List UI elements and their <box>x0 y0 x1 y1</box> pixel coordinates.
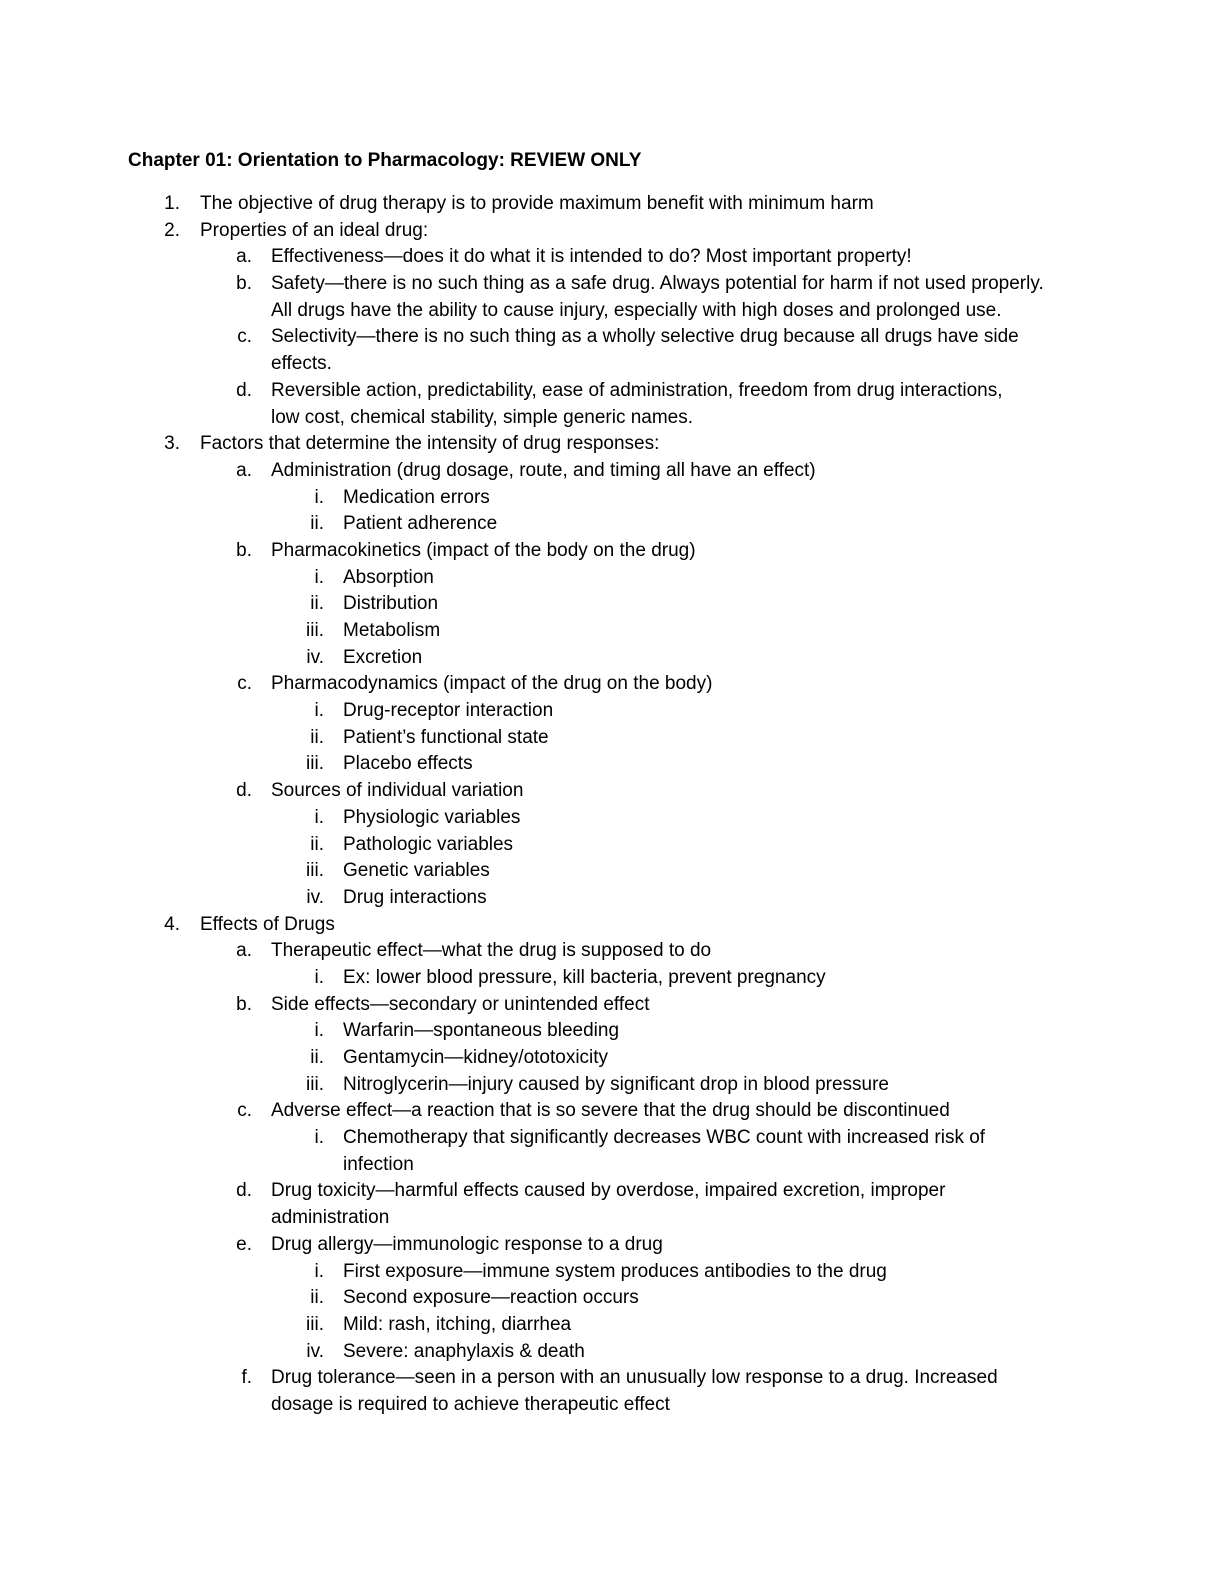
list-item-text: Properties of an ideal drug: <box>200 219 429 241</box>
list-marker: ii. <box>310 593 324 615</box>
list-item <box>0 1125 1224 1152</box>
list-item-continuation <box>0 1152 1224 1179</box>
list-item <box>0 511 1224 538</box>
list-item-text: dosage is required to achieve therapeutic effect <box>271 1393 670 1415</box>
list-item <box>0 778 1224 805</box>
list-item-text: administration <box>271 1207 390 1229</box>
list-item <box>0 538 1224 565</box>
list-marker: a. <box>236 459 252 481</box>
list-item <box>0 1339 1224 1366</box>
list-marker: i. <box>314 486 324 508</box>
list-marker: iii. <box>306 1073 324 1095</box>
list-item <box>0 992 1224 1019</box>
list-item <box>0 912 1224 939</box>
list-marker: c. <box>237 326 252 348</box>
list-item-text: Patient adherence <box>343 513 498 535</box>
list-item <box>0 1285 1224 1312</box>
list-marker: b. <box>236 539 252 561</box>
list-marker: i. <box>314 700 324 722</box>
list-item-text: Administration (drug dosage, route, and timing all have an effect) <box>271 459 816 481</box>
list-marker: b. <box>236 273 252 295</box>
list-marker: i. <box>314 566 324 588</box>
list-item-text: Sources of individual variation <box>271 780 524 802</box>
list-item <box>0 218 1224 245</box>
list-item-text: Adverse effect—a reaction that is so severe that the drug should be discontinued <box>271 1100 950 1122</box>
list-marker: 3. <box>164 433 180 455</box>
list-item-text: First exposure—immune system produces antibodies to the drug <box>343 1260 887 1282</box>
list-marker: d. <box>236 1180 252 1202</box>
outline-list <box>0 191 1224 1419</box>
list-item-text: Factors that determine the intensity of drug responses: <box>200 433 660 455</box>
list-item <box>0 1045 1224 1072</box>
list-item-text: Therapeutic effect—what the drug is supposed to do <box>271 940 712 962</box>
list-item <box>0 671 1224 698</box>
list-item-text: Chemotherapy that significantly decreases WBC count with increased risk of <box>343 1127 986 1149</box>
list-item <box>0 1178 1224 1205</box>
list-item-continuation <box>0 351 1224 378</box>
list-item-text: The objective of drug therapy is to provide maximum benefit with minimum harm <box>200 193 874 214</box>
list-marker: i. <box>314 966 324 988</box>
list-item-text: Nitroglycerin—injury caused by significant drop in blood pressure <box>343 1073 889 1095</box>
list-item-text: Metabolism <box>343 620 441 641</box>
list-item <box>0 1312 1224 1339</box>
list-marker: iv. <box>306 646 324 668</box>
list-marker: 2. <box>164 219 180 241</box>
list-item <box>0 1018 1224 1045</box>
list-item <box>0 805 1224 832</box>
list-item <box>0 1259 1224 1286</box>
list-item-text: Severe: anaphylaxis & death <box>343 1340 585 1362</box>
list-item <box>0 244 1224 271</box>
list-marker: c. <box>237 1100 252 1122</box>
list-item-text: Pharmacokinetics (impact of the body on the drug) <box>271 539 696 561</box>
list-item-text: Genetic variables <box>343 860 490 882</box>
list-marker: iv. <box>306 1340 324 1362</box>
list-item-text: Mild: rash, itching, diarrhea <box>343 1313 572 1335</box>
list-item-text: Excretion <box>343 646 423 668</box>
list-marker: i. <box>314 1260 324 1282</box>
list-item-text: Absorption <box>343 566 434 588</box>
list-item-text: Reversible action, predictability, ease of administration, freedom from drug interactions, <box>271 379 1003 401</box>
list-item-text: Placebo effects <box>343 753 473 775</box>
list-marker: iii. <box>306 1313 324 1335</box>
list-item <box>0 725 1224 752</box>
list-item <box>0 1232 1224 1259</box>
list-item <box>0 645 1224 672</box>
list-marker: iv. <box>306 886 324 908</box>
list-item-text: All drugs have the ability to cause injury, especially with high doses and prolonged use. <box>271 299 1002 321</box>
list-item <box>0 751 1224 778</box>
list-item-text: Physiologic variables <box>343 806 521 828</box>
list-item-text: Ex: lower blood pressure, kill bacteria, prevent pregnancy <box>343 966 826 988</box>
list-item-text: low cost, chemical stability, simple generic names. <box>271 406 694 428</box>
list-marker: i. <box>314 1020 324 1042</box>
list-item-continuation <box>0 298 1224 325</box>
list-item-text: Drug allergy—immunologic response to a drug <box>271 1233 663 1255</box>
list-item-text: Medication errors <box>343 486 490 508</box>
list-marker: iii. <box>306 620 324 641</box>
list-item-continuation <box>0 1205 1224 1232</box>
list-item-text: Warfarin—spontaneous bleeding <box>343 1020 620 1042</box>
list-item <box>0 1072 1224 1099</box>
list-item <box>0 191 1224 218</box>
list-item-text: Selectivity—there is no such thing as a wholly selective drug because all drugs have side <box>271 326 1019 348</box>
list-marker: i. <box>314 1127 324 1149</box>
list-marker: e. <box>236 1233 252 1255</box>
list-marker: a. <box>236 940 252 962</box>
list-marker: i. <box>314 806 324 828</box>
list-item-text: Patient’s functional state <box>343 726 549 748</box>
list-marker: iii. <box>306 860 324 882</box>
list-marker: ii. <box>310 1047 324 1068</box>
list-item-text: Gentamycin—kidney/ototoxicity <box>343 1047 609 1068</box>
list-item <box>0 565 1224 592</box>
list-item-text: Distribution <box>343 593 439 615</box>
list-item-text: Safety—there is no such thing as a safe drug. Always potential for harm if not used properly. <box>271 273 1044 295</box>
list-item-text: infection <box>343 1153 414 1175</box>
list-item <box>0 858 1224 885</box>
list-marker: ii. <box>310 726 324 748</box>
document-title: Chapter 01: Orientation to Pharmacology: REVIEW ONLY <box>128 150 642 171</box>
list-item <box>0 378 1224 405</box>
list-marker: d. <box>236 780 252 802</box>
list-marker: b. <box>236 993 252 1015</box>
list-item <box>0 324 1224 351</box>
list-item-continuation <box>0 1392 1224 1419</box>
list-item-text: Effects of Drugs <box>200 913 335 935</box>
list-item <box>0 458 1224 485</box>
list-marker: ii. <box>310 833 324 855</box>
list-item <box>0 431 1224 458</box>
list-marker: ii. <box>310 513 324 535</box>
list-item <box>0 965 1224 992</box>
list-item-text: Side effects—secondary or unintended effect <box>271 993 650 1015</box>
list-item <box>0 591 1224 618</box>
list-item-text: Pathologic variables <box>343 833 514 855</box>
list-item-text: Second exposure—reaction occurs <box>343 1287 639 1309</box>
list-marker: d. <box>236 379 252 401</box>
list-item <box>0 938 1224 965</box>
list-item-text: Drug toxicity—harmful effects caused by overdose, impaired excretion, improper <box>271 1180 946 1202</box>
list-item <box>0 618 1224 645</box>
list-marker: 1. <box>164 193 180 214</box>
list-item <box>0 885 1224 912</box>
list-item-text: Drug interactions <box>343 886 487 908</box>
list-item <box>0 1098 1224 1125</box>
list-item-text: Drug-receptor interaction <box>343 700 554 722</box>
list-item <box>0 698 1224 725</box>
list-marker: 4. <box>164 913 180 935</box>
list-item-text: effects. <box>271 353 332 375</box>
list-marker: ii. <box>310 1287 324 1309</box>
list-item <box>0 832 1224 859</box>
list-item <box>0 485 1224 512</box>
list-item-continuation <box>0 405 1224 432</box>
list-item-text: Drug tolerance—seen in a person with an unusually low response to a drug. Increased <box>271 1367 998 1389</box>
list-marker: iii. <box>306 753 324 775</box>
list-marker: c. <box>237 673 252 695</box>
list-item <box>0 1365 1224 1392</box>
list-marker: a. <box>236 246 252 268</box>
list-item-text: Effectiveness—does it do what it is intended to do? Most important property! <box>271 246 912 268</box>
list-item-text: Pharmacodynamics (impact of the drug on the body) <box>271 673 713 695</box>
list-marker: f. <box>241 1367 252 1389</box>
list-item <box>0 271 1224 298</box>
